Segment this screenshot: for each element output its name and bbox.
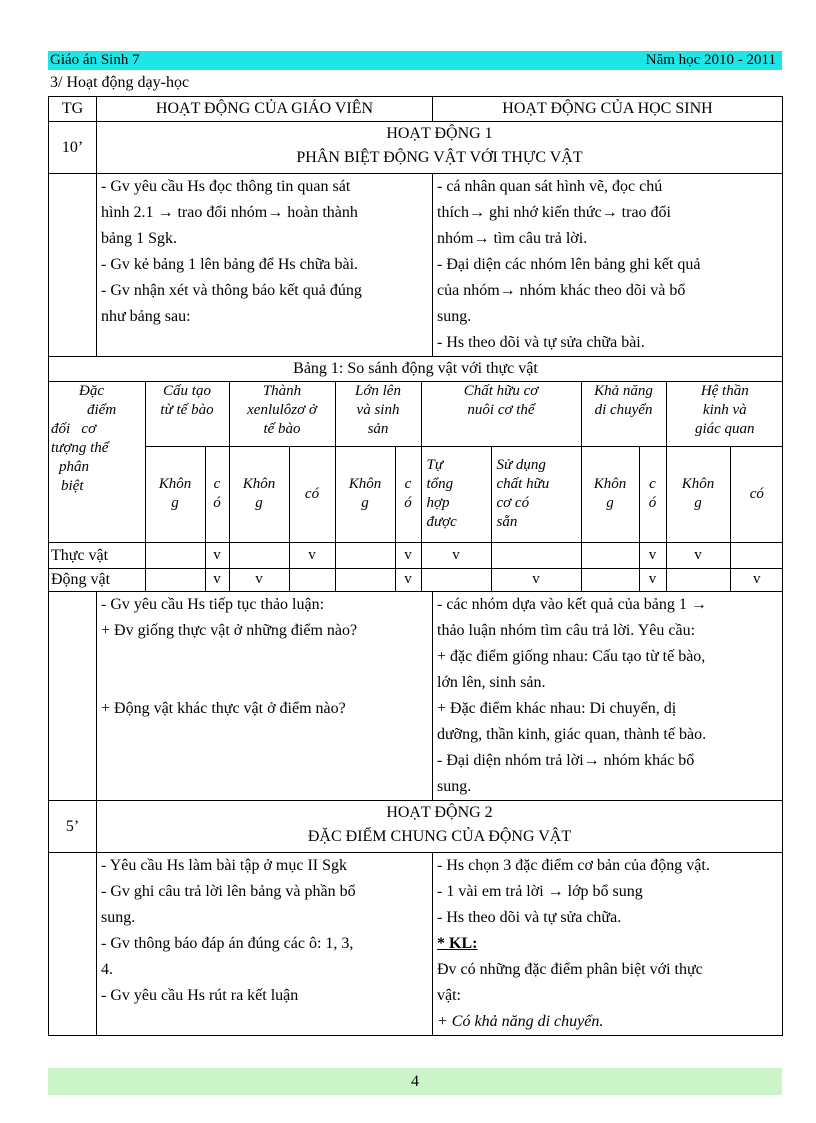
sub-khong: Khôn g [145, 446, 205, 542]
page-footer [48, 1068, 782, 1095]
group-nutrition: Chất hữu cơ nuôi cơ thể [421, 382, 581, 446]
activity2-teacher: - Yêu cầu Hs làm bài tập ở mục II Sgk - Gv ghi câu trả lời lên bảng và phần bổ sung. - Gv thông báo đáp án đúng các ô: 1, 3, 4. - Gv yêu cầu Hs rút ra kết luận [97, 853, 433, 1036]
sub-co: có [289, 446, 335, 542]
group-cellulose: Thành xenlulôzơ ở tế bào [229, 382, 335, 446]
sub-khong: Khôn g [335, 446, 395, 542]
header-subject: Giáo án Sinh 7 [50, 52, 140, 68]
section-title: 3/ Hoạt động dạy-học [50, 74, 190, 91]
activity1-title: HOẠT ĐỘNG 1 [386, 125, 493, 142]
activity2-subtitle: ĐẶC ĐIỂM CHUNG CỦA ĐỘNG VẬT [307, 828, 572, 845]
header-year: Năm học 2010 - 2011 [645, 52, 776, 68]
table-row: Động vật v v v v v v [49, 568, 783, 591]
activity2-title: HOẠT ĐỘNG 2 [386, 804, 493, 821]
conclusion-item: + Có khả năng di chuyển. [437, 1013, 604, 1030]
comparison-title: Bảng 1: So sánh động vật với thực vật [49, 357, 782, 382]
conclusion-label: * KL: [437, 935, 478, 952]
sub-use-organic: Sử dụng chất hữu cơ có sẵn [491, 446, 581, 542]
sub-co: c ó [639, 446, 666, 542]
sub-khong: Khôn g [229, 446, 289, 542]
sub-khong: Khôn g [581, 446, 639, 542]
comparison-cell [49, 357, 783, 592]
lesson-table [48, 96, 783, 1036]
col-teacher-header: HOẠT ĐỘNG CỦA GIÁO VIÊN [97, 97, 433, 122]
page-number: 4 [411, 1073, 419, 1090]
col-tg-header: TG [49, 97, 97, 122]
activity2-heading [97, 801, 783, 853]
page-header [48, 51, 782, 70]
activity1-teacher: - Gv yêu cầu Hs đọc thông tin quan sát hình 2.1 → trao đổi nhóm→ hoàn thành bảng 1 Sgk. - Gv kẻ bảng 1 lên bảng để Hs chữa bài. - Gv nhận xét và thông báo kết quả đúng như bảng sau: [97, 174, 433, 357]
table-row: Thực vật v v v v v v [49, 542, 783, 568]
row-label-plant: Thực vật [49, 542, 145, 568]
group-movement: Khả năng di chuyển [581, 382, 666, 446]
activity1-subtitle: PHÂN BIỆT ĐỘNG VẬT VỚI THỰC VẬT [296, 149, 583, 166]
activity2-student: - Hs chọn 3 đặc điểm cơ bản của động vật. - 1 vài em trả lời → lớp bổ sung - Hs theo dõi và tự sửa chữa. * KL: Đv có những đặc điểm phân biệt với thực vật: + Có khả năng di chuyển. [433, 853, 783, 1036]
comparison-table [49, 382, 783, 591]
activity1-heading [97, 122, 783, 174]
discussion-student: - các nhóm dựa vào kết quả của bảng 1 → thảo luận nhóm tìm câu trả lời. Yêu cầu: + đặc điểm giống nhau: Cấu tạo từ tế bào, lớn lên, sinh sản. + Đặc điểm khác nhau: Di chuyển, dị dưỡng, thần kinh, giác quan, thành tế bào. - Đại diện nhóm trả lời→ nhóm khác bổ sung. [433, 592, 783, 801]
sub-co: c ó [395, 446, 421, 542]
activity1-time: 10’ [49, 122, 97, 174]
discussion-teacher: - Gv yêu cầu Hs tiếp tục thảo luận: + Đv giống thực vật ở những điểm nào? + Động vật khác thực vật ở điểm nào? [97, 592, 433, 801]
sub-co: có [730, 446, 783, 542]
row-label-animal: Động vật [49, 568, 145, 591]
group-cell-structure: Cấu tạo từ tế bào [145, 382, 229, 446]
group-growth: Lớn lên và sinh sản [335, 382, 421, 446]
sub-khong: Khôn g [666, 446, 730, 542]
sub-co: c ó [205, 446, 229, 542]
group-nervous: Hệ thần kinh và giác quan [666, 382, 783, 446]
col-student-header: HOẠT ĐỘNG CỦA HỌC SINH [433, 97, 783, 122]
activity2-time: 5’ [49, 801, 97, 853]
sub-self-synthesis: Tự tổng hợp được [421, 446, 491, 542]
corner-header: Đặc điểm đối cơ tượng thể phân biệt [49, 382, 145, 542]
activity1-student: - cá nhân quan sát hình vẽ, đọc chú thích→ ghi nhớ kiến thức→ trao đổi nhóm→ tìm câu trả lời. - Đại diện các nhóm lên bảng ghi kết quả của nhóm→ nhóm khác theo dõi và bổ sung. - Hs theo dõi và tự sửa chữa bài. [433, 174, 783, 357]
